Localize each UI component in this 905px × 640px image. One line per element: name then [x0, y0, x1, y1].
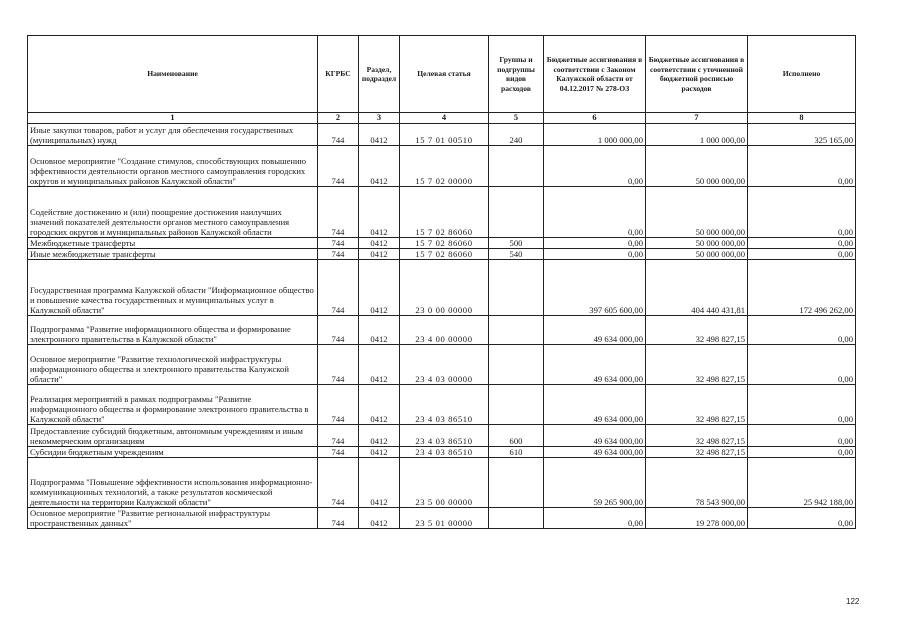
revised-amount-cell: 50 000 000,00: [646, 238, 748, 249]
column-number: 5: [489, 113, 544, 124]
expense-type-cell: [489, 316, 544, 345]
section-cell: 0412: [359, 187, 400, 238]
law-amount-cell: 49 634 000,00: [544, 385, 646, 425]
revised-amount-cell: 32 498 827,15: [646, 425, 748, 447]
section-cell: 0412: [359, 385, 400, 425]
column-number: 8: [748, 113, 856, 124]
row-name: Субсидии бюджетным учреждениям: [28, 447, 318, 458]
section-cell: 0412: [359, 425, 400, 447]
kgrbs-cell: 744: [318, 124, 359, 146]
executed-amount-cell: 325 165,00: [748, 124, 856, 146]
column-header: Наименование: [28, 36, 318, 113]
section-cell: 0412: [359, 316, 400, 345]
target-article-cell: 15 7 02 86060: [400, 249, 489, 260]
kgrbs-cell: 744: [318, 425, 359, 447]
target-article-cell: 23 4 03 00000: [400, 345, 489, 385]
kgrbs-cell: 744: [318, 458, 359, 508]
target-article-cell: 15 7 02 86060: [400, 238, 489, 249]
budget-table: [27, 35, 856, 529]
target-article-cell: 15 7 02 00000: [400, 146, 489, 187]
law-amount-cell: 1 000 000,00: [544, 124, 646, 146]
revised-amount-cell: 50 000 000,00: [646, 249, 748, 260]
section-cell: 0412: [359, 124, 400, 146]
row-name: Содействие достижению и (или) поощрение достижения наилучших значений показателей деятельности органов местного самоуправления городских округов и муниципальных районов Калужской области: [28, 187, 318, 238]
kgrbs-cell: 744: [318, 345, 359, 385]
revised-amount-cell: 78 543 900,00: [646, 458, 748, 508]
table-row: [28, 425, 856, 447]
law-amount-cell: 49 634 000,00: [544, 316, 646, 345]
target-article-cell: 23 5 00 00000: [400, 458, 489, 508]
kgrbs-cell: 744: [318, 238, 359, 249]
kgrbs-cell: 744: [318, 508, 359, 529]
target-article-cell: 23 4 03 86510: [400, 425, 489, 447]
target-article-cell: 23 0 00 00000: [400, 260, 489, 316]
table-row: [28, 249, 856, 260]
table-row: [28, 345, 856, 385]
row-name: Государственная программа Калужской области "Информационное общество и повышение качества государственных и муниципальных услуг в Калужской области": [28, 260, 318, 316]
revised-amount-cell: 32 498 827,15: [646, 447, 748, 458]
section-cell: 0412: [359, 260, 400, 316]
kgrbs-cell: 744: [318, 249, 359, 260]
law-amount-cell: 0,00: [544, 508, 646, 529]
column-number-row: [28, 113, 856, 124]
row-name: Реализация мероприятий в рамках подпрограммы "Развитие информационного общества и формирование электронного правительства в Калужской области": [28, 385, 318, 425]
row-name: Подпрограмма "Повышение эффективности использования информационно-коммуникационных технологий, а также результатов космической деятельности на территории Калужской области": [28, 458, 318, 508]
section-cell: 0412: [359, 458, 400, 508]
revised-amount-cell: 32 498 827,15: [646, 316, 748, 345]
law-amount-cell: 49 634 000,00: [544, 425, 646, 447]
expense-type-cell: [489, 458, 544, 508]
row-name: Иные закупки товаров, работ и услуг для обеспечения государственных (муниципальных) нужд: [28, 124, 318, 146]
expense-type-cell: [489, 146, 544, 187]
law-amount-cell: 49 634 000,00: [544, 345, 646, 385]
expense-type-cell: [489, 508, 544, 529]
column-header: Раздел, подраздел: [359, 36, 400, 113]
row-name: Иные межбюджетные трансферты: [28, 249, 318, 260]
table-row: [28, 238, 856, 249]
row-name: Предоставление субсидий бюджетным, автономным учреждениям и иным некоммерческим организациям: [28, 425, 318, 447]
column-number: 1: [28, 113, 318, 124]
executed-amount-cell: 0,00: [748, 238, 856, 249]
row-name: Межбюджетные трансферты: [28, 238, 318, 249]
executed-amount-cell: 172 496 262,00: [748, 260, 856, 316]
kgrbs-cell: 744: [318, 447, 359, 458]
table-row: [28, 385, 856, 425]
section-cell: 0412: [359, 345, 400, 385]
kgrbs-cell: 744: [318, 260, 359, 316]
executed-amount-cell: 0,00: [748, 316, 856, 345]
law-amount-cell: 0,00: [544, 238, 646, 249]
table-row: [28, 508, 856, 529]
revised-amount-cell: 50 000 000,00: [646, 187, 748, 238]
target-article-cell: 23 4 03 86510: [400, 385, 489, 425]
page-number: 122: [846, 597, 860, 606]
expense-type-cell: 240: [489, 124, 544, 146]
target-article-cell: 15 7 02 86060: [400, 187, 489, 238]
executed-amount-cell: 0,00: [748, 249, 856, 260]
column-number: 6: [544, 113, 646, 124]
executed-amount-cell: 0,00: [748, 146, 856, 187]
column-header: Бюджетные ассигнования в соответствии с Законом Калужской области от 04.12.2017 № 278-ОЗ: [544, 36, 646, 113]
header-row: [28, 36, 856, 113]
expense-type-cell: [489, 345, 544, 385]
revised-amount-cell: 32 498 827,15: [646, 385, 748, 425]
law-amount-cell: 49 634 000,00: [544, 447, 646, 458]
table-row: [28, 316, 856, 345]
column-header: Группы и подгруппы видов расходов: [489, 36, 544, 113]
section-cell: 0412: [359, 508, 400, 529]
revised-amount-cell: 50 000 000,00: [646, 146, 748, 187]
section-cell: 0412: [359, 249, 400, 260]
executed-amount-cell: 0,00: [748, 425, 856, 447]
law-amount-cell: 59 265 900,00: [544, 458, 646, 508]
section-cell: 0412: [359, 238, 400, 249]
table-row: [28, 260, 856, 316]
kgrbs-cell: 744: [318, 316, 359, 345]
law-amount-cell: 0,00: [544, 187, 646, 238]
kgrbs-cell: 744: [318, 187, 359, 238]
law-amount-cell: 0,00: [544, 146, 646, 187]
column-number: 7: [646, 113, 748, 124]
expense-type-cell: 540: [489, 249, 544, 260]
row-name: Подпрограмма "Развитие информационного общества и формирование электронного правительства в Калужской области": [28, 316, 318, 345]
table-row: [28, 187, 856, 238]
expense-type-cell: 610: [489, 447, 544, 458]
column-header: КГРБС: [318, 36, 359, 113]
kgrbs-cell: 744: [318, 146, 359, 187]
table-row: [28, 447, 856, 458]
revised-amount-cell: 1 000 000,00: [646, 124, 748, 146]
law-amount-cell: 0,00: [544, 249, 646, 260]
table-row: [28, 458, 856, 508]
revised-amount-cell: 32 498 827,15: [646, 345, 748, 385]
target-article-cell: 23 4 00 00000: [400, 316, 489, 345]
column-header: Исполнено: [748, 36, 856, 113]
table-row: [28, 146, 856, 187]
target-article-cell: 23 4 03 86510: [400, 447, 489, 458]
kgrbs-cell: 744: [318, 385, 359, 425]
row-name: Основное мероприятие "Развитие региональной инфраструктуры пространственных данных": [28, 508, 318, 529]
expense-type-cell: [489, 260, 544, 316]
executed-amount-cell: 25 942 188,00: [748, 458, 856, 508]
expense-type-cell: [489, 187, 544, 238]
target-article-cell: 15 7 01 00510: [400, 124, 489, 146]
executed-amount-cell: 0,00: [748, 345, 856, 385]
executed-amount-cell: 0,00: [748, 385, 856, 425]
column-number: 4: [400, 113, 489, 124]
revised-amount-cell: 404 440 431,81: [646, 260, 748, 316]
executed-amount-cell: 0,00: [748, 508, 856, 529]
column-header: Бюджетные ассигнования в соответствии с уточненной бюджетной росписью расходов: [646, 36, 748, 113]
column-number: 2: [318, 113, 359, 124]
executed-amount-cell: 0,00: [748, 187, 856, 238]
row-name: Основное мероприятие "Развитие технологической инфраструктуры информационного общества и электронного правительства Калужской области": [28, 345, 318, 385]
table-row: [28, 124, 856, 146]
row-name: Основное мероприятие "Создание стимулов, способствующих повышению эффективности деятельности органов местного самоуправления городских округов и муниципальных районов Калужской области": [28, 146, 318, 187]
table-body: [28, 124, 856, 529]
expense-type-cell: 600: [489, 425, 544, 447]
section-cell: 0412: [359, 447, 400, 458]
expense-type-cell: [489, 385, 544, 425]
expense-type-cell: 500: [489, 238, 544, 249]
section-cell: 0412: [359, 146, 400, 187]
executed-amount-cell: 0,00: [748, 447, 856, 458]
law-amount-cell: 397 605 600,00: [544, 260, 646, 316]
column-header: Целевая статья: [400, 36, 489, 113]
target-article-cell: 23 5 01 00000: [400, 508, 489, 529]
revised-amount-cell: 19 278 000,00: [646, 508, 748, 529]
column-number: 3: [359, 113, 400, 124]
